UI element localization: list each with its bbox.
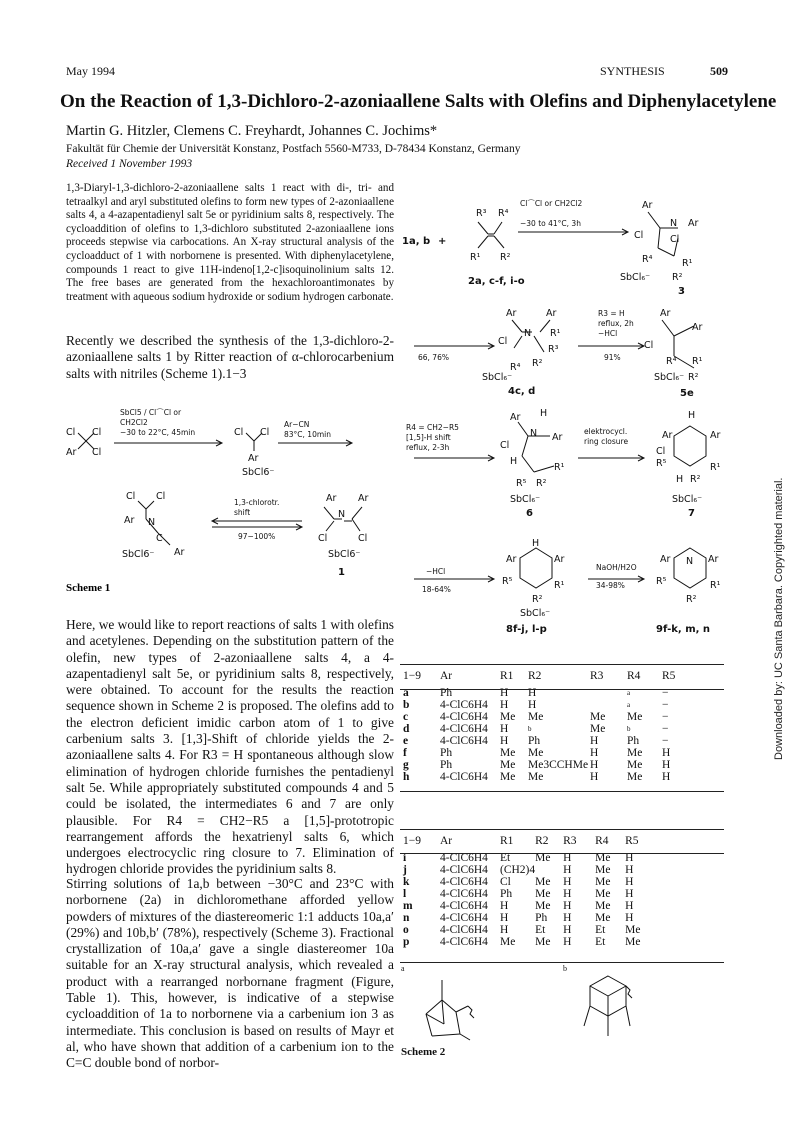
table-row [403,735,692,747]
svg-text:Ar: Ar [660,554,671,565]
table-header-cell: Ar [440,835,453,847]
scheme2-compound-3: 3 [678,286,685,297]
table-cell: H [500,687,509,699]
table-row [403,711,692,723]
table-cell [535,864,563,876]
header-journal: SYNTHESIS [600,64,665,78]
table-cell: H [563,888,572,900]
svg-text:Cl: Cl [500,440,510,451]
table-cell: H [563,900,572,912]
svg-text:Cl: Cl [92,427,102,438]
table-header-cell: R5 [662,670,676,682]
svg-text:Cl: Cl [634,230,644,241]
scheme-2-label: Scheme 2 [401,1046,446,1058]
table-cell: H [563,936,572,948]
table-cell: Me [500,747,516,759]
svg-text:R¹: R¹ [470,252,481,263]
table-cell: Ph [627,735,640,747]
table-cell: − [662,711,669,723]
table-cell: H [625,912,634,924]
table-cell: H [625,900,634,912]
svg-text:Cl: Cl [498,336,508,347]
abstract: 1,3-Diaryl-1,3-dichloro-2-azoniaallene salts 1 react with di-, tri- and tetraalkyl and aryl substituted olefins to form new types of 2-azoniaallene salts 4, a 4-azapentadienyl salt 5e or pyridinium salts 8, respectively. The cycloaddition of olefins to 1,3-dichloro substituted 2-azoniaallene ions proceeds stepwise via carbocations. An X-ray structural analysis of the cycloadduct of 1 with norbornene is presented. With diphenylacetylene, compounds 1 react to give 11H-indeno[1,2-c]isoquinolinium salts 12. The free bases are generated from the hexachloroantimonates by treatment with aqueous sodium hydroxide or sodium hydrogen carbonate. [66,182,394,303]
table-cell: Me [590,723,606,735]
scheme2-compound-4: 4c, d [508,386,536,397]
table-cell: Me [627,747,643,759]
table-cell: H [662,759,671,771]
svg-text:Cl: Cl [126,491,136,502]
scheme1-anion-a: SbCl6⁻ [242,467,275,478]
svg-text:Ar: Ar [510,412,521,423]
svg-text:R¹: R¹ [554,580,565,591]
svg-text:Ar: Ar [688,218,699,229]
compound-letter: b [403,699,410,711]
svg-text:R⁵: R⁵ [502,576,513,587]
svg-text:SbCl₆⁻: SbCl₆⁻ [672,494,703,505]
compound-letter: a [403,687,409,699]
table-cell: H [500,723,509,735]
svg-text:R⁴: R⁴ [666,356,677,367]
svg-text:N: N [524,328,532,339]
table-cell: − [662,687,669,699]
svg-text:H: H [540,408,548,419]
svg-text:Cl: Cl [234,427,244,438]
scheme1-compound-number: 1 [338,567,345,578]
table-header-cell: 1−9 [403,670,421,682]
svg-text:R¹: R¹ [550,328,561,339]
table-row [403,888,655,900]
scheme2-cond6-c: reflux, 2-3h [406,443,450,452]
table-row [403,864,655,876]
svg-text:R²: R² [688,372,699,383]
svg-text:Cl: Cl [644,340,654,351]
svg-text:R¹: R¹ [692,356,703,367]
compound-letter: l [403,888,407,900]
table-cell: H [500,735,509,747]
table2-header-rule [400,853,724,854]
table-cell: Me [535,888,551,900]
table-cell [590,699,627,711]
svg-text:N: N [338,509,346,520]
compound-letter: j [403,864,407,876]
table-cell: Me [595,876,611,888]
table-cell: Me [595,864,611,876]
table-row [403,759,692,771]
svg-text:R³: R³ [476,208,487,219]
scheme1-step2-conditions: 83°C, 10min [284,430,331,439]
svg-text:R³: R³ [548,344,559,355]
svg-text:N: N [686,556,694,567]
table-header-cell: 1−9 [403,835,421,847]
scheme1-step3-shift: shift [234,508,251,517]
table-cell: H [563,876,572,888]
table1-header-rule [400,689,724,690]
svg-text:H: H [532,538,540,549]
table-cell: H [500,924,509,936]
svg-text:SbCl₆⁻: SbCl₆⁻ [510,494,541,505]
svg-text:Cl: Cl [92,447,102,458]
table-cell: Me [535,852,551,864]
svg-text:SbCl₆⁻: SbCl₆⁻ [482,372,513,383]
paragraph-results: Here, we would like to report reactions of salts 1 with olefins and acetylenes. Depending on the substitution pattern of the olefin, new types of 2-azoniaallene salts 4, a 4-azapentadienyl salt 5e, or pyridinium salts 8, respectively, were obtained. To account for the results the reaction sequence shown in Scheme 2 is proposed. The olefins add to the electron deficient imidic carbon atom of 1 to give carbenium salts 3. [1,3]-Shift of chloride yields the 2-azoniaallene salts 4. For R3 = H spontaneous although slow elimination of hydrogen chloride furnishes the pentadienyl salt 5e. While appropriately substituted compounds 4 and 5 could be isolated, the intermediates 6 and 7 are only plausible. For R4 = CH2−R5 a [1,5]-prototropic rearrangement affords the hexatrienyl salts 6, which undergoes electrocyclic ring closure to 7. Elimination of hydrogen chloride provides the pyridinium salts 8. [66,617,394,877]
table-row [403,723,692,735]
table-row [403,900,655,912]
svg-text:R²: R² [672,272,683,283]
svg-text:R¹: R¹ [710,580,721,591]
table-cell: Me [595,912,611,924]
scheme2-cond7-b: ring closure [584,437,629,446]
compound-letter: f [403,747,407,759]
scheme2-cond1-b: −30 to 41°C, 3h [520,219,581,228]
table-cell: Me [528,711,544,723]
svg-text:Cl: Cl [260,427,270,438]
table-cell: Ph [440,747,453,759]
table-cell: − [662,699,669,711]
table-cell: Me [500,711,516,723]
scheme2-cond8-b: 18-64% [422,585,451,594]
scheme-2-figure [398,186,738,656]
svg-text:C: C [156,533,163,544]
table-cell: a [627,689,631,697]
svg-text:Cl: Cl [318,533,328,544]
paragraph-norbornene: Stirring solutions of 1a,b between −30°C and 23°C with norbornene (2a) in dichloromethane afforded yellow powders of mixtures of the diastereomeric 1:1 adducts 10a,a′ (29%) and 10b,b′ (78%), respectively (Scheme 3). Fractional crystallization of 10a,a′ gave a single diastereomer 10a suitable for an X-ray structural analysis, which revealed a product with a rearranged norbornane fragment (Figure, Table 1). This, however, is indicative of a stepwise cycloaddition of 1a to norbornene via a carbenium ion 3 as intermediate. This conclusion is based on results of Mayr et al, who have shown that addition of a carbenium ion to the C=C double bond of norbor- [66,876,394,1071]
table2-bottom-rule [400,962,724,963]
svg-text:Cl: Cl [656,446,666,457]
svg-text:Cl: Cl [670,234,680,245]
table-cell: b [528,725,532,733]
svg-text:Ar: Ar [124,515,135,526]
table-header-cell: R2 [535,835,549,847]
table-row [403,771,692,783]
scheme2-compound-6: 6 [526,508,533,519]
table-cell: Me [595,852,611,864]
scheme1-step1-reagents: SbCl5 / Cl⌒Cl or [120,408,182,417]
svg-text:R¹: R¹ [554,462,565,473]
table-cell: Me [535,876,551,888]
svg-text:Cl: Cl [358,533,368,544]
table-cell: Et [595,924,606,936]
svg-text:Ar: Ar [358,493,369,504]
table-cell: H [662,771,671,783]
svg-text:Ar: Ar [506,554,517,565]
table-cell: H [662,747,671,759]
table-cell: (CH2)4 [500,864,536,876]
table-cell: Ph [500,888,513,900]
table-cell: a [627,701,631,709]
table-header-cell: R3 [563,835,577,847]
svg-text:Ar: Ar [66,447,77,458]
svg-text:Ar: Ar [708,554,719,565]
table-cell: Me [500,771,516,783]
scheme2-cond8-a: −HCl [426,567,446,576]
table-cell: Me [625,924,641,936]
table-cell: 4-ClC6H4 [440,864,488,876]
substituent-table-1 [403,665,692,783]
scheme1-step3-reagents: 1,3-chlorotr. [234,498,280,507]
substituent-table-2 [403,830,655,948]
table-cell: Me [528,747,544,759]
scheme2-yield-4: 66, 76% [418,353,449,362]
table-header-cell: R2 [528,670,542,682]
svg-text:Ar: Ar [174,547,185,558]
scheme2-cond5-a: R3 = H [598,309,625,318]
scheme2-cond5-d: 91% [604,353,621,362]
table-cell: Cl [500,876,511,888]
table-cell: Et [500,852,511,864]
table-cell: H [625,876,634,888]
scheme2-compound-7: 7 [688,508,695,519]
svg-text:N: N [670,218,678,229]
compound-letter: e [403,735,409,747]
table-cell: 4-ClC6H4 [440,771,488,783]
svg-text:Ar: Ar [692,322,703,333]
table-cell: − [662,723,669,735]
scheme1-anion-c: SbCl6⁻ [122,549,155,560]
table-row [403,936,655,948]
table-cell: Ph [440,759,453,771]
table-cell: b [627,725,631,733]
authors: Martin G. Hitzler, Clemens C. Freyhardt, Johannes C. Jochims* [66,123,438,139]
table-cell: Me [627,771,643,783]
compound-letter: m [403,900,413,912]
table-cell: Me [535,936,551,948]
header-date: May 1994 [66,64,115,78]
table-cell: Me [595,900,611,912]
svg-text:N: N [148,517,156,528]
scheme2-plus: + [438,236,447,247]
table-cell: 4-ClC6H4 [440,900,488,912]
svg-text:Ar: Ar [546,308,557,319]
svg-text:SbCl₆⁻: SbCl₆⁻ [520,608,551,619]
table-header-cell: R1 [500,835,514,847]
svg-text:Ar: Ar [326,493,337,504]
svg-text:R⁴: R⁴ [510,362,521,373]
svg-text:Ar: Ar [552,432,563,443]
table2-top-rule [400,829,724,830]
svg-text:R¹: R¹ [682,258,693,269]
svg-text:R⁵: R⁵ [656,458,667,469]
scheme2-cond9-a: NaOH/H2O [596,563,637,572]
table-cell: 4-ClC6H4 [440,924,488,936]
svg-text:Cl: Cl [156,491,166,502]
table-cell: H [625,888,634,900]
compound-letter: o [403,924,409,936]
compound-letter: c [403,711,409,723]
svg-text:R²: R² [690,474,701,485]
scheme2-cond5-b: reflux, 2h [598,319,634,328]
table-cell: H [563,852,572,864]
scheme2-olefins: 2a, c-f, i-o [468,276,525,287]
scheme2-cond6-b: [1,5]-H shift [406,433,451,442]
table-cell: Me [500,759,516,771]
table-cell: Me [595,888,611,900]
table-cell: H [590,771,599,783]
scheme1-step2-reagents: Ar−CN [284,420,310,429]
compound-letter: p [403,936,410,948]
scheme2-reactant: 1a, b [402,236,431,247]
table-header-row [403,830,655,852]
table-cell: Me [627,759,643,771]
table-row [403,699,692,711]
svg-text:Ar: Ar [554,554,565,565]
scheme2-compound-8: 8f-j, l-p [506,624,547,635]
scheme2-cond7-a: elektrocycl. [584,427,628,436]
svg-text:R⁵: R⁵ [656,576,667,587]
scheme-1-figure [62,395,398,607]
table-cell: H [590,747,599,759]
svg-text:H: H [688,410,696,421]
svg-text:SbCl₆⁻: SbCl₆⁻ [654,372,685,383]
paragraph-intro: Recently we described the synthesis of the 1,3-dichloro-2-azoniaallene salts 1 by Ritter reaction of α-chlorocarbenium salts with nitriles (Scheme 1).1−3 [66,333,394,381]
scheme1-step1-solvent: CH2Cl2 [120,418,148,427]
table-cell: 4-ClC6H4 [440,723,488,735]
table-row [403,876,655,888]
table-cell: H [563,864,572,876]
table-cell: H [563,924,572,936]
scheme1-step3-yield: 97−100% [238,532,276,541]
table-cell: Me [625,936,641,948]
compound-letter: i [403,852,407,864]
table-cell: Me [627,711,643,723]
table-header-cell: R1 [500,670,514,682]
table-header-cell: R4 [595,835,609,847]
article-title: On the Reaction of 1,3-Dichloro-2-azoniaallene Salts with Olefins and Diphenylacetylene [60,91,777,112]
affiliation: Fakultät für Chemie der Universität Konstanz, Postfach 5560-M733, D-78434 Konstanz, Germany [66,143,521,155]
table-row [403,924,655,936]
svg-text:Cl: Cl [66,427,76,438]
svg-text:Ar: Ar [662,430,673,441]
svg-text:R²: R² [536,478,547,489]
table-cell: 4-ClC6H4 [440,936,488,948]
download-watermark [773,360,787,760]
scheme1-step1-conditions: −30 to 22°C, 45min [120,428,196,437]
table-cell: Me [500,936,516,948]
table-cell: H [500,900,509,912]
table-cell: H [590,759,599,771]
table-cell: H [528,699,537,711]
table-row [403,747,692,759]
scheme2-compound-9: 9f-k, m, n [656,624,711,635]
compound-letter: h [403,771,410,783]
table-cell: Ph [440,687,453,699]
table-cell: Me3CCHMe [528,759,589,771]
table-cell: H [590,735,599,747]
table-cell: H [500,699,509,711]
table-header-row [403,665,692,687]
compound-letter: d [403,723,410,735]
svg-text:R²: R² [532,594,543,605]
table-cell: H [528,687,537,699]
table-cell: 4-ClC6H4 [440,852,488,864]
compound-letter: n [403,912,410,924]
scheme2-cond9-b: 34-98% [596,581,625,590]
svg-text:R²: R² [686,594,697,605]
svg-text:R²: R² [532,358,543,369]
table-cell: Ph [528,735,541,747]
table-cell: H [500,912,509,924]
scheme-1-label: Scheme 1 [66,582,111,594]
table-cell: Et [595,936,606,948]
svg-text:Ar: Ar [248,453,259,464]
table-cell: H [625,864,634,876]
table-header-cell: R3 [590,670,604,682]
svg-text:Ar: Ar [506,308,517,319]
svg-text:R⁵: R⁵ [516,478,527,489]
svg-text:N: N [530,428,538,439]
received-date: Received 1 November 1993 [66,158,193,170]
svg-text:Ar: Ar [642,200,653,211]
scheme2-cond6-a: R4 = CH2−R5 [406,423,459,432]
table-cell: Me [535,900,551,912]
download-watermark-text: Downloaded by: UC Santa Barbara. Copyrighted material. [773,477,785,760]
scheme2-cond1-a: Cl⌒Cl or CH2Cl2 [520,199,583,208]
svg-text:Ar: Ar [660,308,671,319]
compound-letter: g [403,759,409,771]
svg-text:Ar: Ar [710,430,721,441]
footnote-b-marker: b [563,964,567,973]
table-cell: H [563,912,572,924]
svg-text:H: H [676,474,684,485]
table-cell: Ph [535,912,548,924]
norbornane-structure-a [412,970,492,1050]
header-page-number: 509 [710,64,728,78]
svg-text:R¹: R¹ [710,462,721,473]
table-cell: Me [590,711,606,723]
table-cell: Me [528,771,544,783]
adamantane-structure-b [568,970,648,1042]
scheme1-anion-b: SbCl6⁻ [328,549,361,560]
table-cell: − [662,735,669,747]
table-cell: H [625,852,634,864]
table-cell: Et [535,924,546,936]
table-header-cell: R4 [627,670,641,682]
footnote-a-marker: a [401,964,405,973]
svg-text:R⁴: R⁴ [642,254,653,265]
table-cell: 4-ClC6H4 [440,699,488,711]
table-cell: 4-ClC6H4 [440,888,488,900]
svg-text:R⁴: R⁴ [498,208,509,219]
table-cell: 4-ClC6H4 [440,711,488,723]
svg-text:H: H [510,456,518,467]
table-row [403,912,655,924]
table1-bottom-rule [400,791,724,792]
table-header-cell: R5 [625,835,639,847]
table-header-cell: Ar [440,670,453,682]
table-cell: 4-ClC6H4 [440,912,488,924]
svg-text:R²: R² [500,252,511,263]
svg-text:SbCl₆⁻: SbCl₆⁻ [620,272,651,283]
table-cell: 4-ClC6H4 [440,876,488,888]
scheme2-compound-5e: 5e [680,388,694,399]
table-cell: 4-ClC6H4 [440,735,488,747]
compound-letter: k [403,876,410,888]
scheme2-cond5-c: −HCl [598,329,618,338]
